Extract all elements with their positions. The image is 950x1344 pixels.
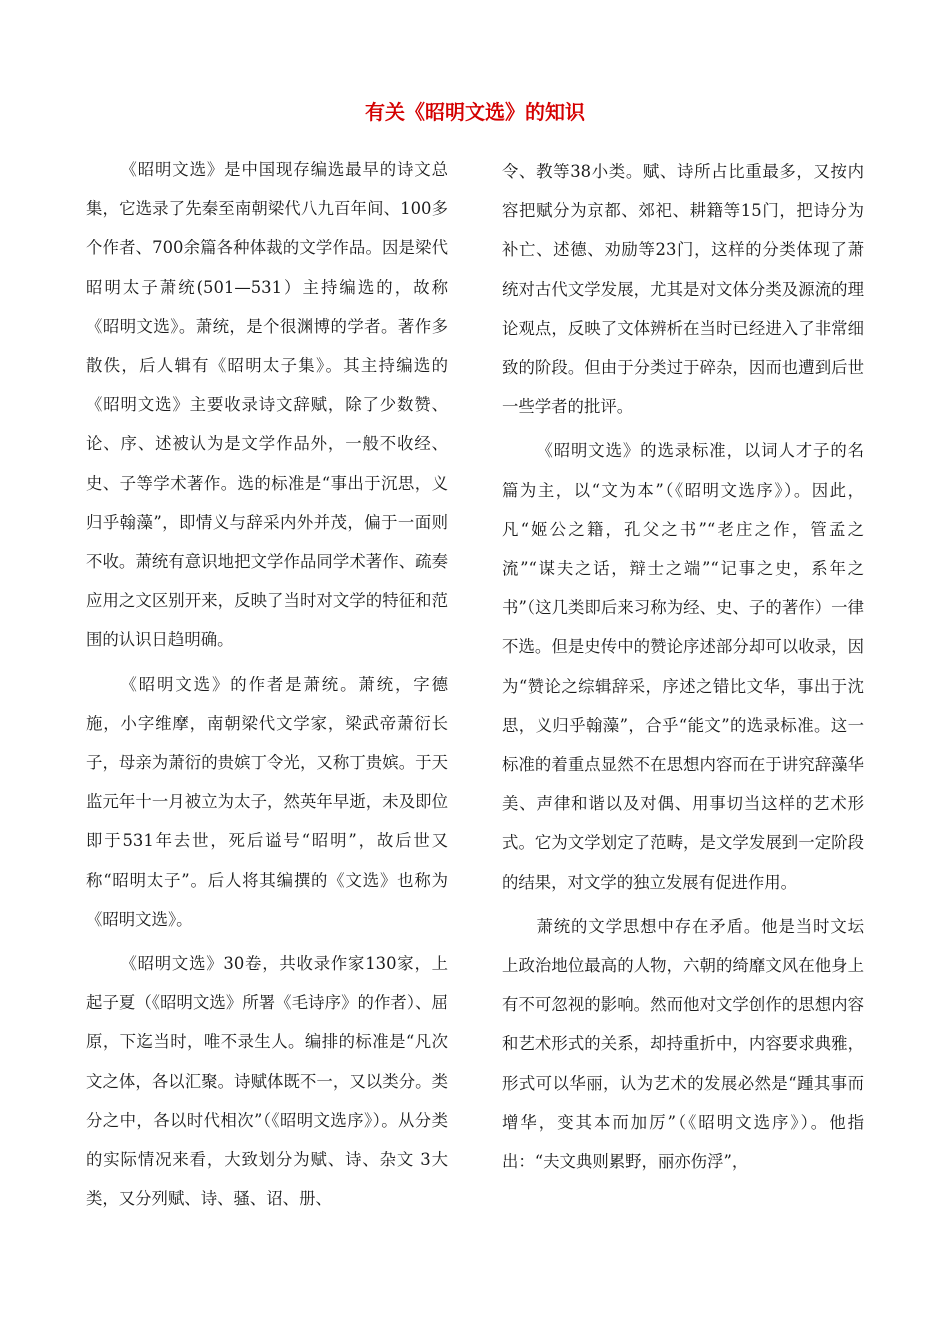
paragraph-intro: 《昭明文选》是中国现存编选最早的诗文总集，它选录了先秦至南朝梁代八九百年间、100多个作者、700余篇各种体裁的文学作品。因是梁代昭明太子萧统(501—531）主持编选的，故称《昭明文选》。萧统，是个很渊博的学者。著作多散佚，后人辑有《昭明太子集》。其主持编选的《昭明文选》主要收录诗文辞赋，除了少数赞、论、序、述被认为是文学作品外，一般不收经、史、子等学术著作。选的标准是“事出于沉思，义归乎翰藻”，即情义与辞采内外并茂，偏于一面则不收。萧统有意识地把文学作品同学术著作、疏奏应用之文区别开来，反映了当时对文学的特征和范围的认识日趋明确。 (86, 160, 448, 650)
left-column (86, 150, 448, 1223)
paragraph-selection-criteria: 《昭明文选》的选录标准，以词人才子的名篇为主，以“文为本”（《昭明文选序》）。因此，凡“姬公之籍，孔父之书”“老庄之作，管孟之流”“谋夫之话，辩士之端”“记事之史，系年之书”（这几类即后来习称为经、史、子的著作）一律不选。但是史传中的赞论序述部分却可以收录，因为“赞论之综辑辞采，序述之错比文华，事出于沈思，义归乎翰藻”，合乎“能文”的选录标准。这一标准的着重点显然不在思想内容而在于讲究辞藻华美、声律和谐以及对偶、用事切当这样的艺术形式。它为文学划定了范畴，是文学发展到一定阶段的结果，对文学的独立发展有促进作用。 (502, 441, 864, 892)
document-title: 有关《昭明文选》的知识 (365, 100, 585, 124)
paragraph-author: 《昭明文选》的作者是萧统。萧统，字德施，小字维摩，南朝梁代文学家，梁武帝萧衍长子，母亲为萧衍的贵嫔丁令光，又称丁贵嫔。于天监元年十一月被立为太子，然英年早逝，未及即位即于531年去世，死后谥号“昭明”，故后世又称“昭明太子”。后人将其编撰的《文选》也称为《昭明文选》。 (86, 674, 448, 929)
paragraph-structure-continued: 令、教等38小类。赋、诗所占比重最多，又按内容把赋分为京都、郊祀、耕籍等15门，把诗分为补亡、述德、劝励等23门，这样的分类体现了萧统对古代文学发展，尤其是对文体分类及源流的理论观点，反映了文体辨析在当时已经进入了非常细致的阶段。但由于分类过于碎杂，因而也遭到后世一些学者的批评。 (502, 162, 864, 417)
right-column (502, 152, 864, 1186)
paragraph-literary-thought: 萧统的文学思想中存在矛盾。他是当时文坛上政治地位最高的人物，六朝的绮靡文风在他身上有不可忽视的影响。然而他对文学创作的思想内容和艺术形式的关系，却持重折中，内容要求典雅，形式可以华丽，认为艺术的发展必然是“踵其事而增华，变其本而加厉”（《昭明文选序》）。他指出：“夫文典则累野，丽亦伤浮”， (502, 916, 864, 1172)
paragraph-structure: 《昭明文选》30卷，共收录作家130家，上起子夏（《昭明文选》所署《毛诗序》的作者）、屈原，下迄当时，唯不录生人。编排的标准是“凡次文之体，各以汇聚。诗赋体既不一，又以类分。类分之中，各以时代相次”（《昭明文选序》）。从分类的实际情况来看，大致划分为赋、诗、杂文 3大类，又分列赋、诗、骚、诏、册、 (86, 954, 448, 1209)
